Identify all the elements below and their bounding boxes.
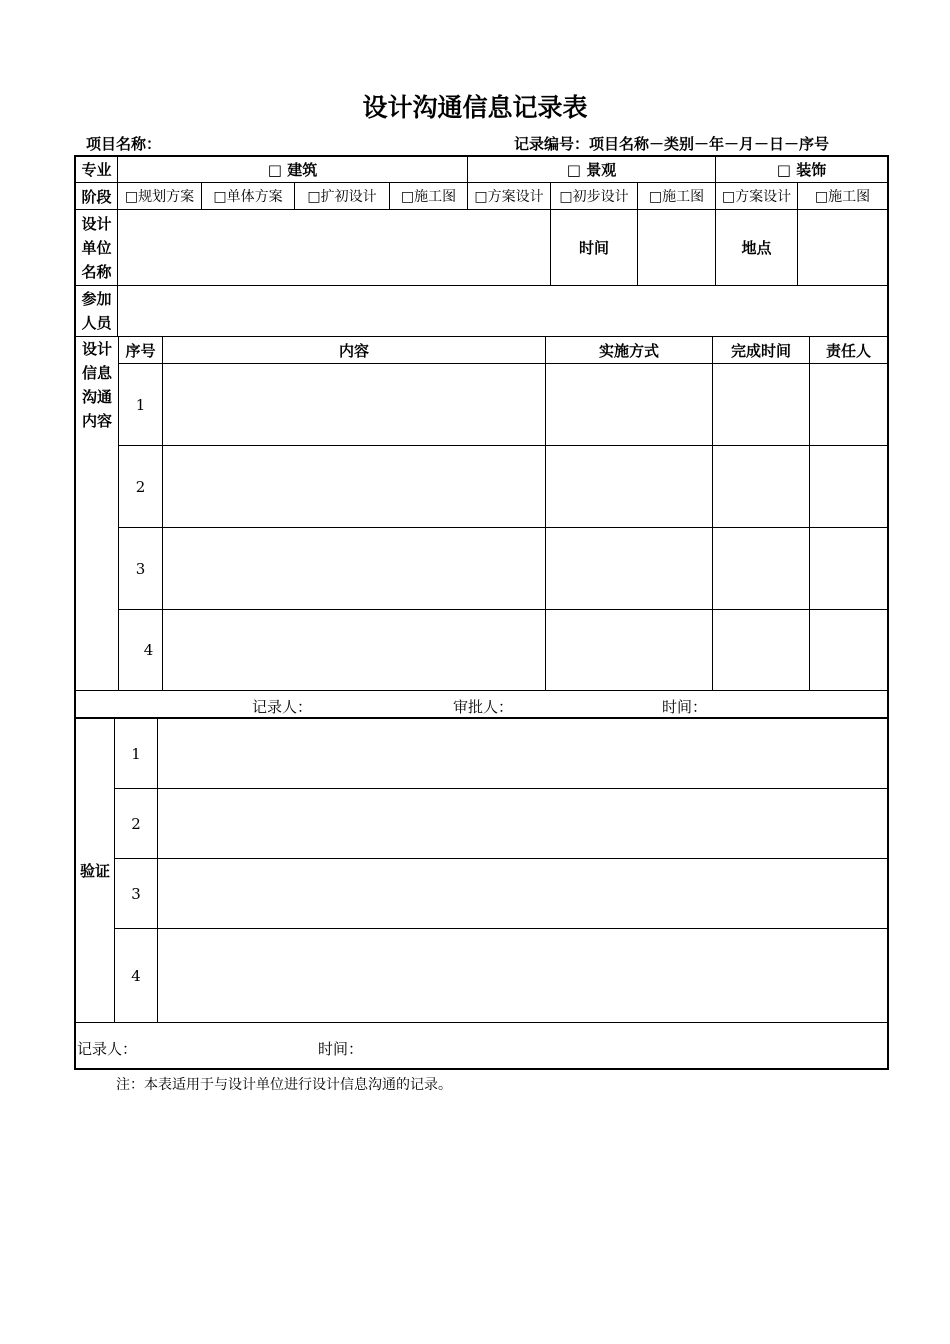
stage-option-planning-scheme[interactable]: □规划方案 — [124, 189, 195, 205]
time-label: 时间 — [578, 239, 609, 257]
verification-row-number: 2 — [131, 814, 141, 833]
stage-option-building-scheme[interactable]: □单体方案 — [213, 189, 283, 205]
specialty-option-architecture[interactable]: □ 建筑 — [267, 161, 318, 179]
stage-option-construction-drawing-decoration[interactable]: □施工图 — [814, 189, 871, 205]
place-label: 地点 — [741, 239, 772, 257]
column-header-completion-time: 完成时间 — [730, 341, 791, 360]
time-field[interactable] — [638, 210, 715, 285]
content-time-label: 时间： — [662, 698, 708, 716]
table-row-number: 2 — [135, 477, 146, 496]
design-unit-label: 设计 单位 名称 — [81, 214, 112, 281]
specialty-label: 专业 — [81, 161, 112, 179]
stage-option-preliminary-design[interactable]: □扩初设计 — [307, 189, 377, 205]
specialty-option-decoration[interactable]: □ 装饰 — [776, 161, 827, 179]
column-header-seq: 序号 — [125, 341, 156, 360]
participants-label: 参加 人员 — [81, 290, 112, 332]
verification-label: 验证 — [79, 862, 110, 880]
stage-option-scheme-design-decoration[interactable]: □方案设计 — [721, 189, 792, 205]
content-section-label: 设计 信息 沟通 内容 — [81, 340, 112, 430]
place-field[interactable] — [798, 210, 887, 285]
stage-option-construction-drawing-arch[interactable]: □施工图 — [400, 189, 457, 205]
column-header-responsible: 责任人 — [825, 341, 871, 360]
page-title: 设计沟通信息记录表 — [362, 93, 588, 122]
table-row-number: 3 — [135, 559, 146, 578]
verification-row-number: 1 — [131, 744, 141, 763]
stage-option-construction-drawing-landscape[interactable]: □施工图 — [648, 189, 705, 205]
column-header-content: 内容 — [338, 341, 369, 360]
table-row-number: 4 — [143, 641, 154, 659]
project-name-label: 项目名称： — [86, 135, 162, 153]
content-approver-label: 审批人： — [453, 698, 514, 716]
verification-row-number: 3 — [131, 884, 141, 903]
footnote: 注：本表适用于与设计单位进行设计信息沟通的记录。 — [116, 1077, 452, 1093]
specialty-option-landscape[interactable]: □ 景观 — [566, 161, 617, 179]
stage-option-initial-design[interactable]: □初步设计 — [559, 189, 629, 205]
stage-label: 阶段 — [81, 187, 112, 206]
content-recorder-label: 记录人： — [252, 698, 313, 716]
verification-row-number: 4 — [131, 966, 141, 985]
column-header-method: 实施方式 — [598, 341, 659, 360]
table-row-number: 1 — [135, 395, 146, 414]
stage-option-scheme-design-landscape[interactable]: □方案设计 — [474, 189, 544, 205]
record-number-label: 记录编号：项目名称－类别－年－月－日－序号 — [514, 135, 830, 153]
participants-field[interactable] — [118, 286, 887, 336]
design-unit-name-field[interactable] — [118, 210, 550, 285]
verification-recorder-label: 记录人： — [77, 1040, 138, 1058]
verification-time-label: 时间： — [318, 1040, 364, 1058]
